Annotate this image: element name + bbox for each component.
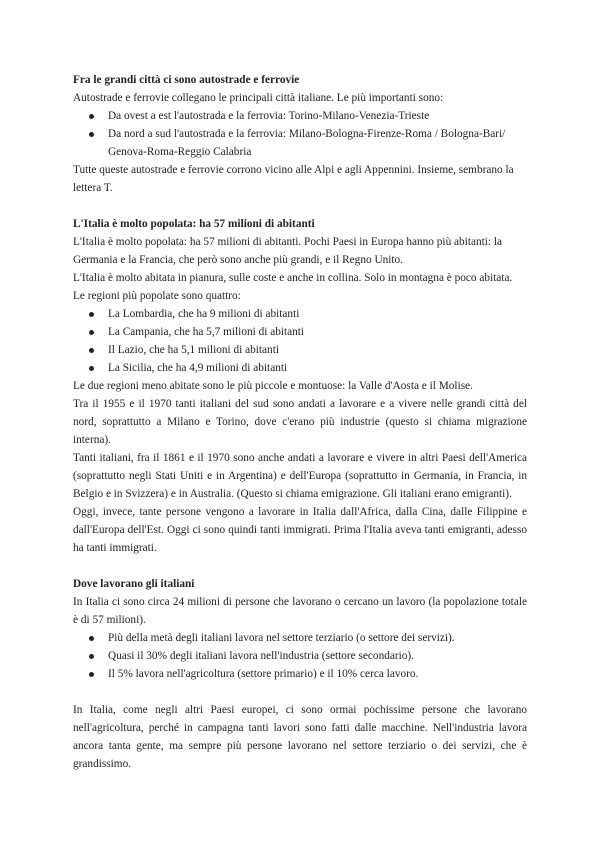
section-transport bbox=[73, 71, 527, 197]
paragraph: Tra il 1955 e il 1970 tanti italiani del sud sono andati a lavorare e a vivere nelle grandi città del nord, soprattutto a Milano e Torino, dove c'erano più industrie (questo si chiama migrazione interna). bbox=[73, 398, 527, 446]
paragraph: Le due regioni meno abitate sono le più piccole e montuose: la Valle d'Aosta e il Molise. bbox=[73, 380, 473, 392]
bullet-list bbox=[73, 629, 527, 683]
paragraph: Le regioni più popolate sono quattro: bbox=[73, 290, 241, 302]
paragraph: Tutte queste autostrade e ferrovie corrono vicino alle Alpi e agli Appennini. Insieme, sembrano la lettera T. bbox=[73, 164, 514, 194]
section-population bbox=[73, 215, 527, 557]
paragraph: Tanti italiani, fra il 1861 e il 1970 sono anche andati a lavorare e vivere in altri Paesi dell'America (soprattutto negli Stati Uniti e in Argentina) e dell'Europa (soprattutto in Germania, in Francia, in Belgio e in Svizzera) e in Australia. (Questo si chiama emigrazione. Gli italiani erano emigranti). bbox=[73, 452, 527, 500]
list-item: Da nord a sud l'autostrada e la ferrovia: Milano-Bologna-Firenze-Roma / Bologna-Bari/ Genova-Roma-Reggio Calabria bbox=[108, 125, 527, 161]
list-item: Quasi il 30% degli italiani lavora nell'industria (settore secondario). bbox=[108, 647, 527, 665]
section-work bbox=[73, 575, 527, 773]
list-item: La Sicilia, che ha 4,9 milioni di abitanti bbox=[108, 359, 527, 377]
paragraph: Autostrade e ferrovie collegano le principali città italiane. Le più importanti sono: bbox=[73, 92, 444, 104]
paragraph: Oggi, invece, tante persone vengono a lavorare in Italia dall'Africa, dalla Cina, dalle Filippine e dall'Europa dell'Est. Oggi ci sono quindi tanti immigrati. Prima l'Italia aveva tanti emigranti, adesso ha tanti immigrati. bbox=[73, 506, 527, 554]
section-heading: L'Italia è molto popolata: ha 57 milioni di abitanti bbox=[73, 218, 315, 230]
paragraph: In Italia, come negli altri Paesi europei, ci sono ormai pochissime persone che lavorano nell'agricoltura, perché in campagna tanti lavori sono fatti dalle macchine. Nell'industria lavora ancora tanta gente, ma sempre più persone lavorano nel settore terziario o dei servizi, che è grandissimo. bbox=[73, 704, 527, 770]
bullet-list bbox=[73, 305, 527, 377]
section-heading: Dove lavorano gli italiani bbox=[73, 578, 195, 590]
document-body bbox=[73, 71, 527, 773]
paragraph: In Italia ci sono circa 24 milioni di persone che lavorano o cercano un lavoro (la popolazione totale è di 57 milioni). bbox=[73, 596, 527, 626]
list-item: Più della metà degli italiani lavora nel settore terziario (o settore dei servizi). bbox=[108, 629, 527, 647]
list-item: La Lombardia, che ha 9 milioni di abitanti bbox=[108, 305, 527, 323]
list-item: Il Lazio, che ha 5,1 milioni di abitanti bbox=[108, 341, 527, 359]
list-item: Da ovest a est l'autostrada e la ferrovia: Torino-Milano-Venezia-Trieste bbox=[108, 107, 527, 125]
paragraph: L'Italia è molto abitata in pianura, sulle coste e anche in collina. Solo in montagna è poco abitata. bbox=[73, 272, 513, 284]
bullet-list bbox=[73, 107, 527, 161]
section-heading: Fra le grandi città ci sono autostrade e ferrovie bbox=[73, 74, 300, 86]
list-item: La Campania, che ha 5,7 milioni di abitanti bbox=[108, 323, 527, 341]
list-item: Il 5% lavora nell'agricoltura (settore primario) e il 10% cerca lavoro. bbox=[108, 665, 527, 683]
paragraph: L'Italia è molto popolata: ha 57 milioni di abitanti. Pochi Paesi in Europa hanno più abitanti: la Germania e la Francia, che però sono anche più grandi, e il Regno Unito. bbox=[73, 236, 503, 266]
blank-line bbox=[73, 683, 527, 701]
